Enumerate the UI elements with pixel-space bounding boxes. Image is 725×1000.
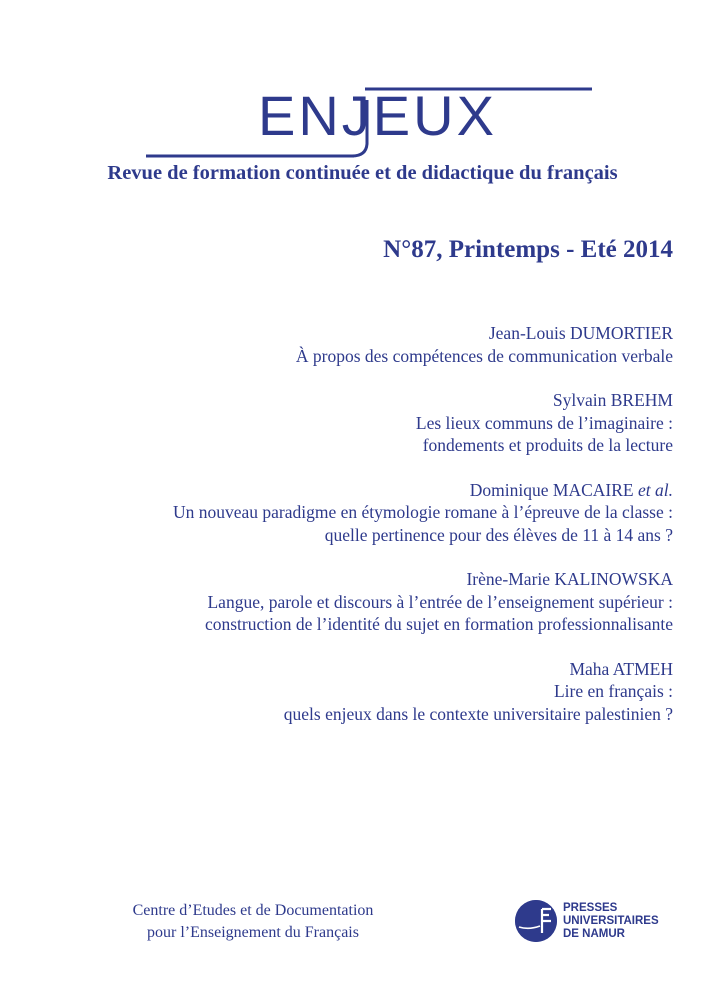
presses-universitaires-logo [515,898,675,948]
article-author: Maha ATMEH [569,658,673,679]
article-title: À propos des compétences de communication verbale [295,345,673,366]
article-author: Jean-Louis DUMORTIER [488,323,673,343]
journal-subtitle: Revue de formation continuée et de didactique du français [107,162,618,184]
article-author: Dominique MACAIRE [469,479,634,500]
issue-number: N°87, Printemps - Eté 2014 [383,236,673,263]
author-suffix: et al. [638,479,673,500]
article-title: quels enjeux dans le contexte universitaire palestinien ? [283,703,673,724]
article-title: construction de l’identité du sujet en formation professionnalisante [204,614,673,634]
article-title: Un nouveau paradigme en étymologie romane à l’épreuve de la classe : [172,502,673,522]
table-of-contents [73,322,673,747]
article-title: quelle pertinence pour des élèves de 11 à 14 ans ? [324,524,673,545]
article-entry [73,389,673,457]
article-entry [73,479,673,547]
article-entry [73,568,673,636]
pun-line: DE NAMUR [563,928,625,940]
article-title: Lire en français : [553,681,673,701]
publisher-centre [122,900,384,944]
article-author-line [73,479,673,502]
pun-emblem-icon [515,900,557,942]
article-title: Les lieux communs de l’imaginaire : [415,412,673,433]
centre-line: Centre d’Etudes et de Documentation [132,902,374,919]
article-author: Sylvain BREHM [552,390,673,410]
pun-line: UNIVERSITAIRES [563,915,659,927]
enjeux-logo [146,86,592,164]
logo-wordmark: ENJEUX [258,84,497,147]
article-author: Irène-Marie KALINOWSKA [466,569,673,589]
centre-line: pour l’Enseignement du Français [147,924,359,941]
article-entry [73,322,673,367]
article-title: Langue, parole et discours à l’entrée de l’enseignement supérieur : [207,591,673,612]
pun-line: PRESSES [563,902,618,914]
article-title: fondements et produits de la lecture [422,435,673,455]
article-entry [73,658,673,726]
pun-wordmark [563,902,659,941]
